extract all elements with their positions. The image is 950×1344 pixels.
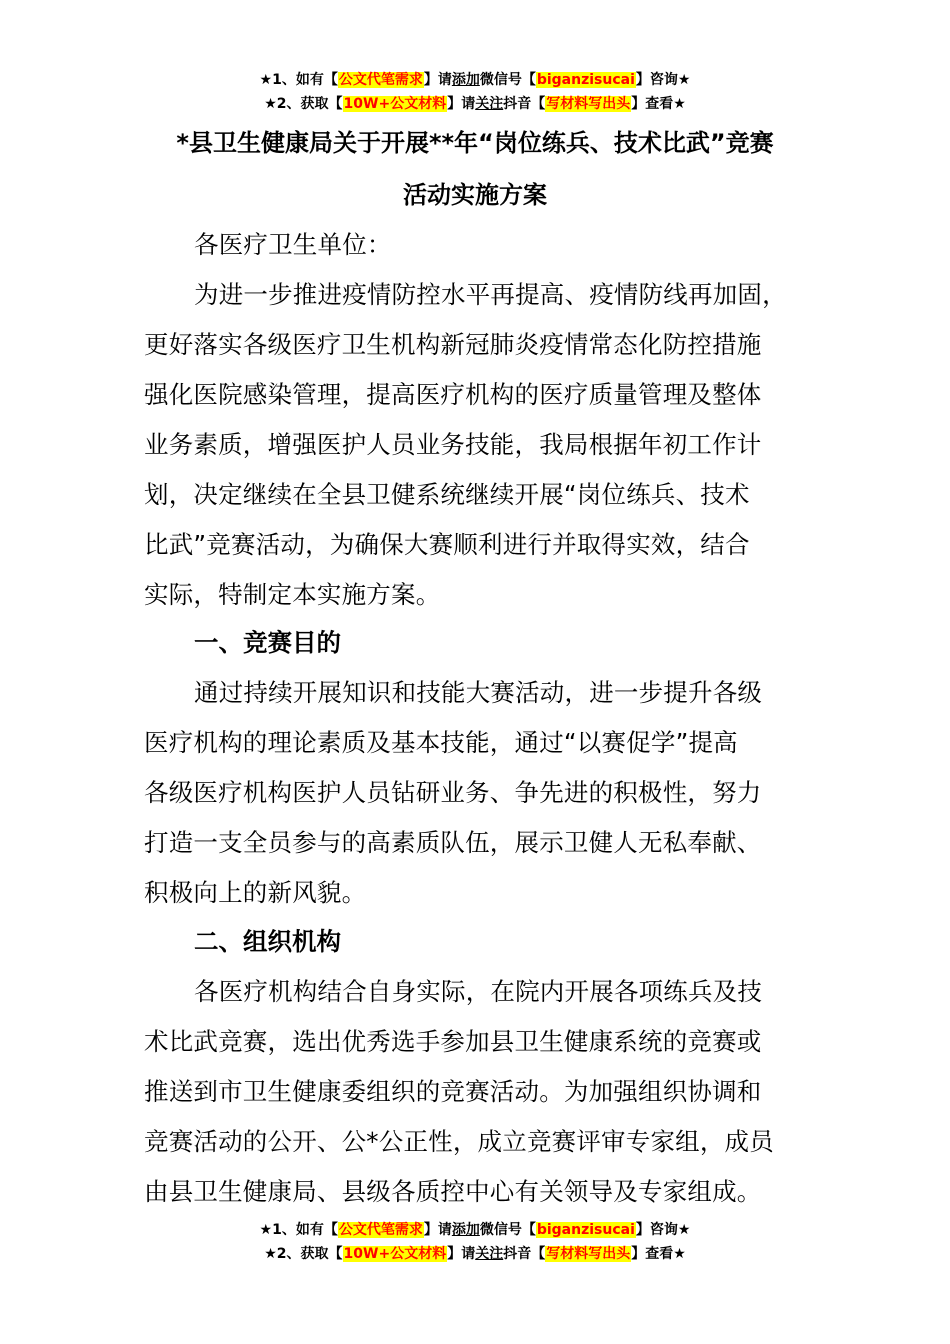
intro-paragraph xyxy=(144,270,834,620)
paragraph-line: 强化医院感染管理，提高医疗机构的医疗质量管理及整体 xyxy=(144,380,762,409)
paragraph-line: 为进一步推进疫情防控水平再提高、疫情防线再加固， xyxy=(194,280,787,309)
promo-emphasis: 关注 xyxy=(475,1246,504,1262)
star-icon: ★ xyxy=(259,72,273,88)
header-promo-line-2 xyxy=(0,93,950,115)
footer-promo-line-2 xyxy=(0,1243,950,1265)
promo-text: 2、获取【 xyxy=(276,96,343,112)
paragraph-line: 划，决定继续在全县卫健系统继续开展“岗位练兵、技术 xyxy=(144,480,750,509)
promo-text: 】请 xyxy=(423,1222,452,1238)
promo-text: 抖音【 xyxy=(503,1246,546,1262)
promo-text: 】请 xyxy=(447,1246,476,1262)
paragraph-line: 打造一支全员参与的高素质队伍，展示卫健人无私奉献、 xyxy=(144,828,762,857)
promo-text: 】查看 xyxy=(631,1246,674,1262)
promo-text: 】咨询 xyxy=(635,72,678,88)
paragraph-line: 业务素质，增强医护人员业务技能，我局根据年初工作计 xyxy=(144,430,762,459)
promo-highlight: 10W+公文材料 xyxy=(343,96,447,112)
document-title-line-1: *县卫生健康局关于开展**年“岗位练兵、技术比武”竞赛 xyxy=(176,129,774,157)
star-icon: ★ xyxy=(673,96,686,112)
paragraph-line: 医疗机构的理论素质及基本技能，通过“以赛促学”提高 xyxy=(144,728,738,757)
promo-text: 微信号【 xyxy=(479,72,536,88)
promo-text: 】请 xyxy=(423,72,452,88)
douyin-name-highlight: 写材料写出头 xyxy=(546,96,631,112)
footer-promo-line-1 xyxy=(0,1219,950,1241)
section-1-paragraph xyxy=(144,668,834,918)
promo-text: 微信号【 xyxy=(479,1222,536,1238)
promo-text: 1、如有【 xyxy=(272,72,338,88)
promo-text: 】查看 xyxy=(631,96,674,112)
promo-emphasis: 添加 xyxy=(451,72,480,88)
paragraph-line: 实际，特制定本实施方案。 xyxy=(144,580,441,609)
star-icon: ★ xyxy=(673,1246,686,1262)
wechat-id-highlight: biganzisucai xyxy=(536,1222,635,1238)
star-icon: ★ xyxy=(677,1222,691,1238)
star-icon: ★ xyxy=(264,1246,277,1262)
paragraph-line: 推送到市卫生健康委组织的竞赛活动。为加强组织协调和 xyxy=(144,1077,762,1106)
paragraph-line: 竞赛活动的公开、公*公正性，成立竞赛评审专家组，成员 xyxy=(144,1127,774,1156)
promo-highlight: 公文代笔需求 xyxy=(338,1222,423,1238)
section-2-paragraph xyxy=(144,967,834,1217)
promo-emphasis: 关注 xyxy=(475,96,504,112)
promo-highlight: 公文代笔需求 xyxy=(338,72,423,88)
star-icon: ★ xyxy=(264,96,277,112)
promo-text: 抖音【 xyxy=(503,96,546,112)
salutation xyxy=(144,220,834,270)
header-promo-line-1 xyxy=(0,69,950,91)
section-heading-1: 一、竞赛目的 xyxy=(194,628,341,657)
paragraph-line: 各级医疗机构医护人员钻研业务、争先进的积极性，努力 xyxy=(144,778,762,807)
promo-text: 2、获取【 xyxy=(276,1246,343,1262)
promo-text: 1、如有【 xyxy=(272,1222,338,1238)
star-icon: ★ xyxy=(259,1222,273,1238)
paragraph-line: 更好落实各级医疗卫生机构新冠肺炎疫情常态化防控措施 xyxy=(144,330,762,359)
section-heading-2: 二、组织机构 xyxy=(194,927,341,956)
document-title-line-2: 活动实施方案 xyxy=(403,181,547,209)
wechat-id-highlight: biganzisucai xyxy=(536,72,635,88)
paragraph-line: 各医疗机构结合自身实际，在院内开展各项练兵及技 xyxy=(194,977,763,1006)
promo-emphasis: 添加 xyxy=(451,1222,480,1238)
salutation-text: 各医疗卫生单位： xyxy=(194,230,392,259)
promo-text: 】咨询 xyxy=(635,1222,678,1238)
paragraph-line: 积极向上的新风貌。 xyxy=(144,878,367,907)
paragraph-line: 由县卫生健康局、县级各质控中心有关领导及专家组成。 xyxy=(144,1177,762,1206)
promo-text: 】请 xyxy=(447,96,476,112)
promo-highlight: 10W+公文材料 xyxy=(343,1246,447,1262)
paragraph-line: 通过持续开展知识和技能大赛活动，进一步提升各级 xyxy=(194,678,763,707)
paragraph-line: 比武”竞赛活动，为确保大赛顺利进行并取得实效，结合 xyxy=(144,530,750,559)
douyin-name-highlight: 写材料写出头 xyxy=(546,1246,631,1262)
star-icon: ★ xyxy=(677,72,691,88)
paragraph-line: 术比武竞赛，选出优秀选手参加县卫生健康系统的竞赛或 xyxy=(144,1027,762,1056)
